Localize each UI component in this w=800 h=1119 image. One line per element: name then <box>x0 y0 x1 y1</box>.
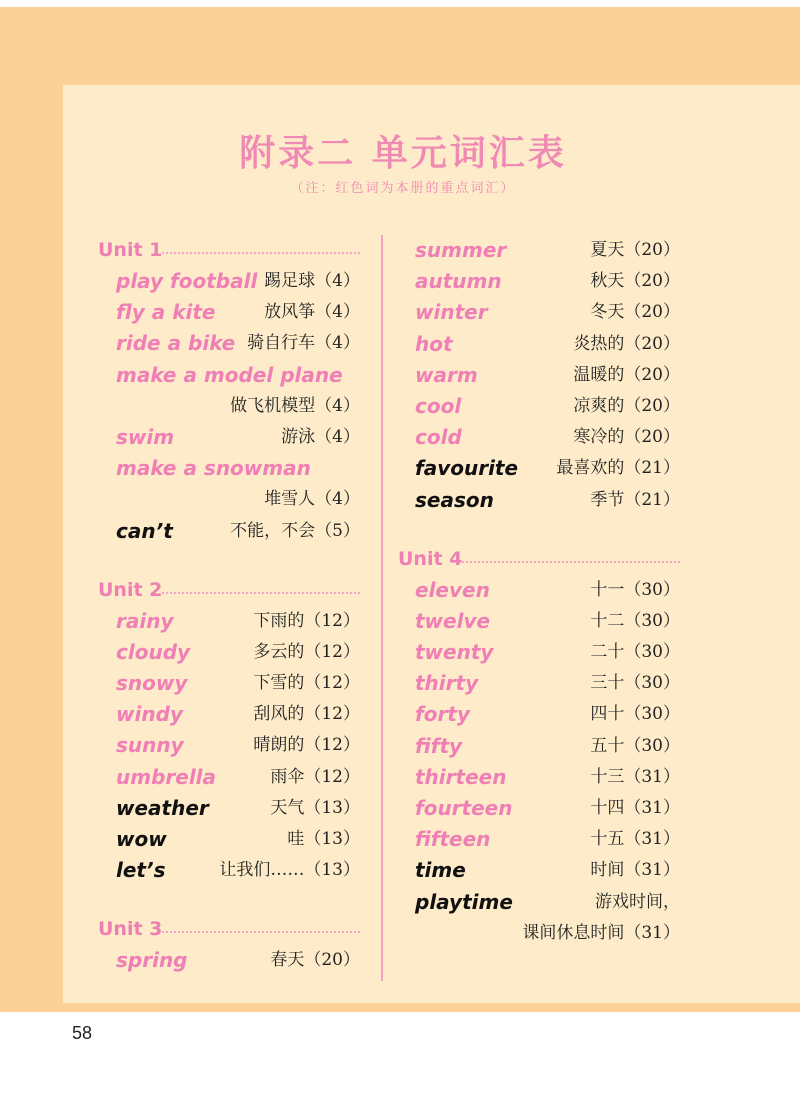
word-en: spring <box>116 948 188 973</box>
word-zh: 十五（31） <box>590 829 680 850</box>
word-zh: 下雪的（12） <box>253 673 360 694</box>
word-zh: 天气（13） <box>270 797 360 818</box>
word-en: forty <box>415 702 470 727</box>
word-zh: 骑自行车（4） <box>247 333 360 354</box>
word-en: twelve <box>415 608 491 633</box>
unit-4-heading <box>398 544 680 575</box>
vocab-row <box>415 422 680 453</box>
vocab-row <box>98 668 360 699</box>
word-en: eleven <box>415 577 490 602</box>
vocab-row <box>98 484 360 515</box>
vocab-row <box>415 731 680 762</box>
vocab-row <box>415 297 680 328</box>
word-zh: 二十（30） <box>590 642 680 663</box>
vocab-row <box>415 329 680 360</box>
unit-4-label: Unit 4 <box>398 547 463 570</box>
word-en: umbrella <box>116 764 217 789</box>
page-border <box>0 7 800 1012</box>
vocab-row <box>98 328 360 359</box>
word-zh: 十二（30） <box>590 610 680 631</box>
word-zh: 不能，不会（5） <box>230 520 360 541</box>
vocab-row <box>415 855 680 886</box>
vocab-row <box>98 606 360 637</box>
vocab-row <box>415 887 680 918</box>
word-en: hot <box>415 331 453 356</box>
dotted-rule <box>162 252 360 254</box>
dotted-rule <box>162 592 360 594</box>
vocab-row <box>415 266 680 297</box>
word-en: can’t <box>116 518 173 543</box>
word-en: cold <box>415 425 462 450</box>
word-zh: 哇（13） <box>287 829 360 849</box>
word-zh: 炎热的（20） <box>573 333 680 354</box>
word-zh: 游泳（4） <box>281 426 360 447</box>
vocab-row <box>415 699 680 730</box>
word-en: ride a bike <box>116 331 236 356</box>
word-zh: 四十（30） <box>590 704 680 725</box>
word-en: swim <box>116 424 175 449</box>
left-column <box>98 235 360 977</box>
vocab-row <box>415 391 680 422</box>
vocab-row <box>98 266 360 297</box>
word-zh: 秋天（20） <box>590 271 680 292</box>
word-zh: 踢足球（4） <box>264 271 360 291</box>
word-zh: 刮风的（12） <box>253 704 360 725</box>
unit-2-heading <box>98 575 360 606</box>
vocab-row <box>415 824 680 855</box>
column-divider <box>381 235 383 981</box>
word-zh: 寒冷的（20） <box>573 427 680 448</box>
word-zh: 最喜欢的（21） <box>556 458 680 479</box>
vocabulary-panel <box>63 85 800 1003</box>
word-en: playtime <box>415 889 513 914</box>
word-en: fifteen <box>415 827 491 852</box>
word-en: make a model plane <box>116 362 343 387</box>
vocab-row <box>98 637 360 668</box>
word-en: weather <box>116 795 209 820</box>
vocab-row <box>98 762 360 793</box>
dotted-rule <box>462 561 680 563</box>
vocab-row <box>98 945 360 976</box>
word-zh: 季节（21） <box>590 489 680 510</box>
vocab-row <box>415 793 680 824</box>
word-en: sunny <box>116 733 184 758</box>
vocab-row <box>98 360 360 391</box>
word-en: let’s <box>116 858 166 883</box>
word-en: cool <box>415 393 462 418</box>
unit-3-label: Unit 3 <box>98 918 163 941</box>
word-zh: 十三（31） <box>590 766 680 787</box>
word-zh: 堆雪人（4） <box>264 489 360 510</box>
word-en: summer <box>415 238 507 262</box>
word-zh: 下雨的（12） <box>253 610 360 631</box>
vocab-row <box>98 297 360 328</box>
word-zh: 放风筝（4） <box>264 302 360 323</box>
word-en: twenty <box>415 640 494 665</box>
word-zh: 十四（31） <box>590 798 680 818</box>
word-en: favourite <box>415 456 519 481</box>
vocab-row <box>98 824 360 855</box>
vocab-row <box>415 918 680 949</box>
word-zh: 晴朗的（12） <box>253 735 360 756</box>
word-zh: 让我们……（13） <box>219 860 360 881</box>
word-en: fly a kite <box>116 300 216 325</box>
page-subtitle: （注：红色词为本册的重点词汇） <box>290 181 516 196</box>
word-zh: 温暖的（20） <box>573 364 680 385</box>
vocab-row <box>415 637 680 668</box>
right-column <box>398 235 680 949</box>
vocab-row <box>98 422 360 453</box>
word-zh: 三十（30） <box>590 673 680 694</box>
word-en: warm <box>415 362 478 387</box>
word-zh: 夏天（20） <box>590 240 680 260</box>
word-zh: 时间（31） <box>590 860 680 881</box>
word-zh: 春天（20） <box>270 950 360 971</box>
word-zh: 十一（30） <box>590 579 680 600</box>
vocab-row <box>98 453 360 484</box>
word-en: fifty <box>415 733 463 758</box>
vocab-row <box>415 235 680 266</box>
unit-1-heading <box>98 235 360 266</box>
vocab-row <box>98 793 360 824</box>
vocab-row <box>415 453 680 484</box>
vocab-row <box>98 855 360 886</box>
word-en: time <box>415 858 466 883</box>
word-en: windy <box>116 702 183 727</box>
vocab-row <box>415 668 680 699</box>
vocab-row <box>98 391 360 422</box>
word-zh: 多云的（12） <box>253 641 360 662</box>
word-zh: 凉爽的（20） <box>573 395 680 416</box>
word-en: rainy <box>116 608 174 633</box>
word-zh: 雨伞（12） <box>270 766 360 787</box>
dotted-rule <box>162 931 360 933</box>
word-en: thirteen <box>415 764 507 789</box>
word-en: autumn <box>415 269 502 294</box>
word-zh: 课间休息时间（31） <box>522 922 680 943</box>
page-number: 58 <box>72 1023 93 1043</box>
vocab-row <box>98 730 360 761</box>
page-title: 附录二 单元词汇表 <box>239 132 567 174</box>
word-en: wow <box>116 827 167 851</box>
vocab-row <box>415 762 680 793</box>
word-en: play football <box>116 269 258 293</box>
word-zh: 五十（30） <box>590 735 680 756</box>
unit-1-label: Unit 1 <box>98 239 163 261</box>
vocab-row <box>98 516 360 547</box>
word-zh: 游戏时间， <box>595 891 680 912</box>
unit-2-label: Unit 2 <box>98 578 163 601</box>
word-zh: 做飞机模型（4） <box>230 395 360 416</box>
word-en: cloudy <box>116 639 191 664</box>
vocab-row <box>415 360 680 391</box>
word-en: snowy <box>116 671 188 696</box>
word-zh: 冬天（20） <box>590 302 680 323</box>
word-en: winter <box>415 300 488 325</box>
word-en: fourteen <box>415 796 513 820</box>
unit-3-heading <box>98 914 360 945</box>
vocab-row <box>415 606 680 637</box>
vocab-row <box>98 699 360 730</box>
vocab-row <box>415 485 680 516</box>
word-en: season <box>415 487 494 512</box>
word-en: thirty <box>415 671 479 696</box>
word-en: make a snowman <box>116 456 311 481</box>
vocab-row <box>415 575 680 606</box>
